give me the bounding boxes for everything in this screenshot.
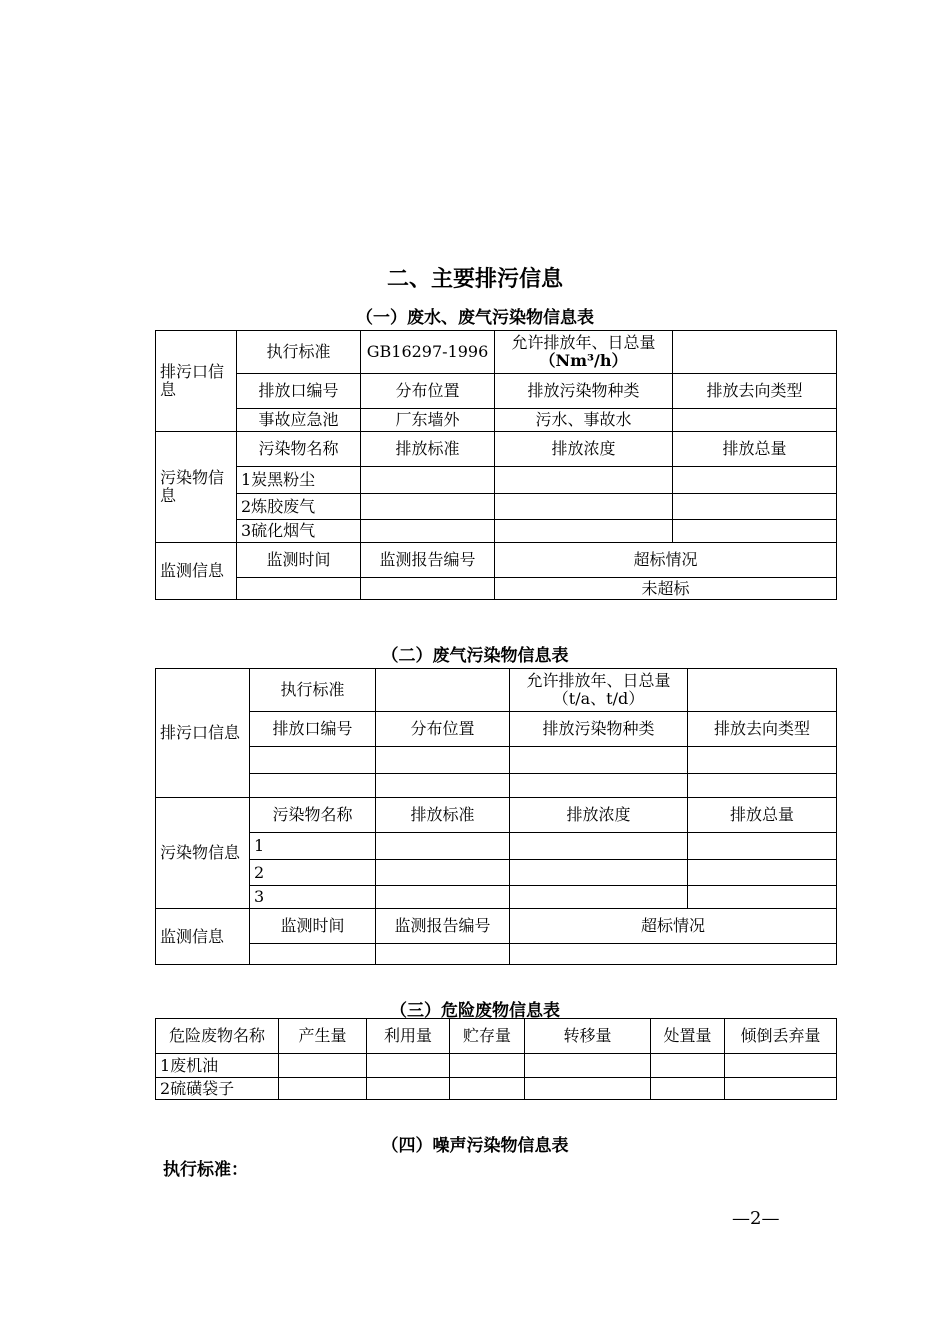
header-concentration: 排放浓度	[495, 432, 673, 467]
empty-cell	[725, 1078, 837, 1100]
noise-exec-std-label: 执行标准：	[163, 1160, 248, 1180]
empty-cell	[250, 774, 376, 798]
header-outlet-no: 排放口编号	[237, 374, 361, 409]
header-exceed: 超标情况	[510, 909, 837, 944]
pollutant-name-cell: 1	[250, 833, 376, 860]
allow-total-unit: （Nm³/h）	[539, 351, 628, 370]
empty-cell	[376, 747, 510, 774]
header-utilized: 利用量	[367, 1019, 450, 1054]
header-location: 分布位置	[361, 374, 495, 409]
empty-cell	[725, 1054, 837, 1078]
header-pollutant-type: 排放污染物种类	[495, 374, 673, 409]
empty-cell	[237, 578, 361, 600]
page-title: 二、主要排污信息	[386, 266, 563, 292]
table3-title: （三）危险废物信息表	[390, 1001, 560, 1021]
header-stored: 贮存量	[450, 1019, 525, 1054]
empty-cell	[250, 944, 376, 965]
header-emission-std: 排放标准	[361, 432, 495, 467]
empty-cell	[361, 520, 495, 543]
header-dest-type: 排放去向类型	[688, 712, 837, 747]
pollutant-name-cell: 3硫化烟气	[237, 520, 361, 543]
empty-cell	[688, 747, 837, 774]
allow-total-text: 允许排放年、日总量	[511, 333, 656, 352]
empty-cell	[673, 467, 837, 494]
empty-cell	[376, 774, 510, 798]
header-monitor-time: 监测时间	[237, 543, 361, 578]
allow-total-label	[495, 331, 673, 374]
allow-total-value	[688, 669, 837, 712]
pollutant-info-group-label: 污染物信息	[156, 798, 250, 909]
header-dumped: 倾倒丢弃量	[725, 1019, 837, 1054]
empty-cell	[688, 860, 837, 886]
empty-cell	[673, 520, 837, 543]
exec-std-label: 执行标准	[250, 669, 376, 712]
table2-title: （二）废气污染物信息表	[381, 646, 569, 666]
allow-total-unit: （t/a、t/d）	[552, 689, 645, 708]
allow-total-label	[510, 669, 688, 712]
waste-name-cell: 1废机油	[156, 1054, 279, 1078]
allow-total-text: 允许排放年、日总量	[526, 671, 671, 690]
header-pollutant-name: 污染物名称	[250, 798, 376, 833]
empty-cell	[361, 578, 495, 600]
empty-cell	[376, 944, 510, 965]
pollutant-name-cell: 3	[250, 886, 376, 909]
pollutant-name-cell: 1炭黑粉尘	[237, 467, 361, 494]
empty-cell	[510, 944, 837, 965]
empty-cell	[651, 1078, 725, 1100]
empty-cell	[688, 833, 837, 860]
exceed-value: 未超标	[495, 578, 837, 600]
exec-std-value: GB16297-1996	[361, 331, 495, 374]
pollutant-info-group-label: 污染物信息	[156, 432, 237, 543]
cell-location: 厂东墙外	[361, 409, 495, 432]
empty-cell	[279, 1078, 367, 1100]
empty-cell	[510, 747, 688, 774]
empty-cell	[510, 774, 688, 798]
header-generated: 产生量	[279, 1019, 367, 1054]
pollutant-name-cell: 2炼胶废气	[237, 494, 361, 520]
header-report-no: 监测报告编号	[376, 909, 510, 944]
empty-cell	[673, 494, 837, 520]
outlet-info-group-label: 排污口信息	[156, 331, 237, 432]
pollutant-name-cell: 2	[250, 860, 376, 886]
empty-cell	[250, 747, 376, 774]
table4-title: （四）噪声污染物信息表	[381, 1136, 569, 1156]
empty-cell	[525, 1078, 651, 1100]
page-number: —2—	[732, 1208, 780, 1229]
empty-cell	[376, 886, 510, 909]
empty-cell	[361, 467, 495, 494]
monitor-info-group-label: 监测信息	[156, 909, 250, 965]
empty-cell	[688, 774, 837, 798]
empty-cell	[495, 520, 673, 543]
empty-cell	[510, 833, 688, 860]
empty-cell	[376, 833, 510, 860]
empty-cell	[510, 860, 688, 886]
header-waste-name: 危险废物名称	[156, 1019, 279, 1054]
allow-total-value	[673, 331, 837, 374]
outlet-info-group-label: 排污口信息	[156, 669, 250, 798]
empty-cell	[376, 860, 510, 886]
empty-cell	[688, 886, 837, 909]
wastewater-gas-table	[155, 330, 837, 600]
empty-cell	[510, 886, 688, 909]
monitor-info-group-label: 监测信息	[156, 543, 237, 600]
cell-dest-type	[673, 409, 837, 432]
empty-cell	[367, 1054, 450, 1078]
header-report-no: 监测报告编号	[361, 543, 495, 578]
empty-cell	[361, 494, 495, 520]
cell-pollutant-type: 污水、事故水	[495, 409, 673, 432]
cell-outlet-no: 事故应急池	[237, 409, 361, 432]
header-monitor-time: 监测时间	[250, 909, 376, 944]
header-outlet-no: 排放口编号	[250, 712, 376, 747]
header-total: 排放总量	[673, 432, 837, 467]
empty-cell	[450, 1078, 525, 1100]
exec-std-label: 执行标准	[237, 331, 361, 374]
empty-cell	[367, 1078, 450, 1100]
empty-cell	[651, 1054, 725, 1078]
empty-cell	[525, 1054, 651, 1078]
header-pollutant-name: 污染物名称	[237, 432, 361, 467]
table1-title: （一）废水、废气污染物信息表	[356, 308, 594, 328]
waste-name-cell: 2硫磺袋子	[156, 1078, 279, 1100]
exec-std-value	[376, 669, 510, 712]
header-location: 分布位置	[376, 712, 510, 747]
empty-cell	[279, 1054, 367, 1078]
header-transferred: 转移量	[525, 1019, 651, 1054]
waste-gas-table	[155, 668, 837, 965]
header-exceed: 超标情况	[495, 543, 837, 578]
empty-cell	[495, 467, 673, 494]
header-concentration: 排放浓度	[510, 798, 688, 833]
header-dest-type: 排放去向类型	[673, 374, 837, 409]
hazardous-waste-table	[155, 1018, 837, 1100]
header-emission-std: 排放标准	[376, 798, 510, 833]
header-total: 排放总量	[688, 798, 837, 833]
header-pollutant-type: 排放污染物种类	[510, 712, 688, 747]
header-disposed: 处置量	[651, 1019, 725, 1054]
empty-cell	[495, 494, 673, 520]
empty-cell	[450, 1054, 525, 1078]
